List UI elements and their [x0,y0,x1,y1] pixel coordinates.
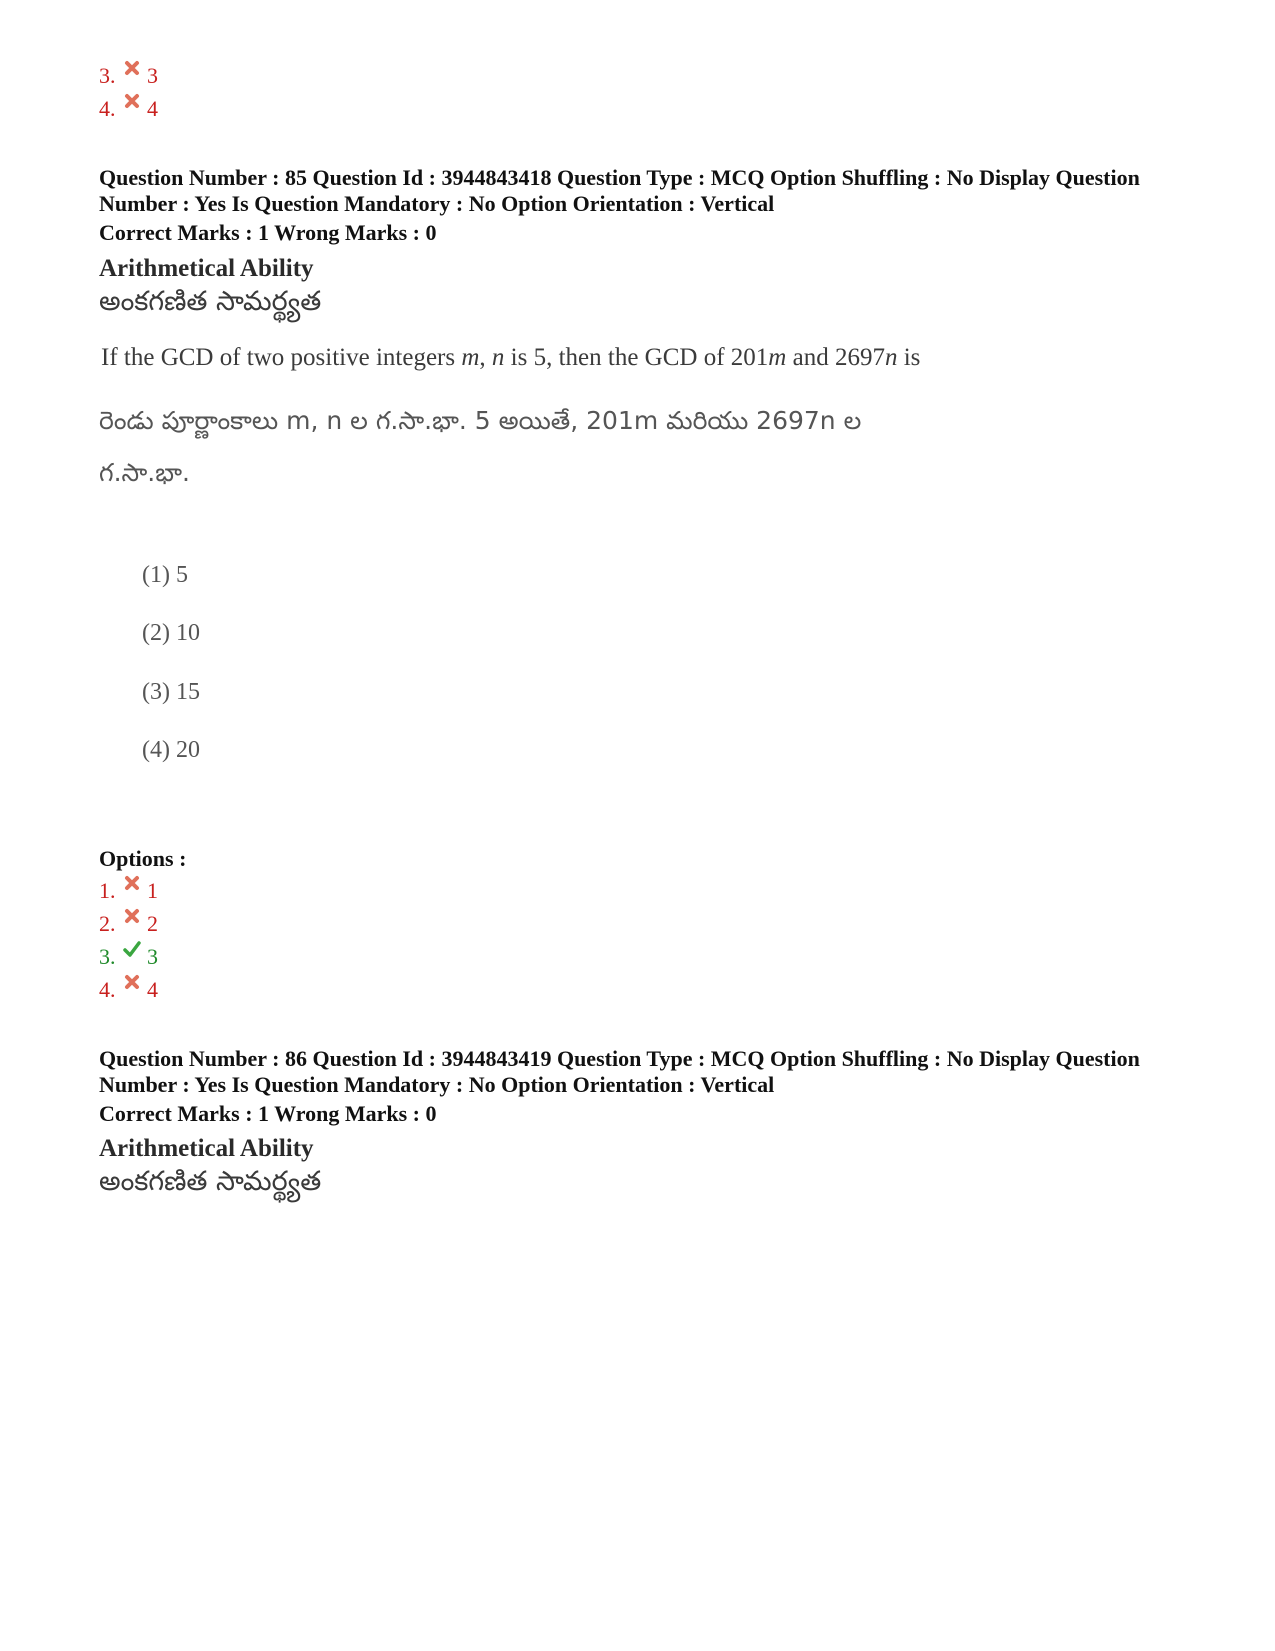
meta-line-1: Question Number : 85 Question Id : 3944843418 Question Type : MCQ Option Shuffling : No Display Question [99,165,1140,190]
meta-line-2: Number : Yes Is Question Mandatory : No Option Orientation : Vertical [99,1072,775,1097]
prev-option-3 [99,63,158,89]
question-85-meta [99,165,1209,217]
question-text-en [101,342,920,374]
question-text-part: , [479,344,492,371]
choice-3: (3) 15 [142,679,200,705]
variable-n: n [491,344,505,371]
option-value: 2 [147,911,158,936]
option-value: 3 [147,944,158,969]
option-number: 3. [99,944,116,969]
section-title-en: Arithmetical Ability [99,1135,314,1162]
section-title-te: అంకగణిత సామర్థ్యత [99,1166,322,1197]
question-text-te-line-2: గ.సా.భా. [99,458,190,487]
cross-icon [123,59,141,77]
option-1 [99,878,158,904]
option-number: 4. [99,96,116,121]
meta-line-1: Question Number : 86 Question Id : 3944843419 Question Type : MCQ Option Shuffling : No Display Question [99,1046,1140,1071]
option-number: 3. [99,63,116,88]
meta-line-2: Number : Yes Is Question Mandatory : No Option Orientation : Vertical [99,191,775,216]
cross-icon [123,907,141,925]
question-86-marks: Correct Marks : 1 Wrong Marks : 0 [99,1101,437,1126]
question-85-marks: Correct Marks : 1 Wrong Marks : 0 [99,220,437,245]
question-text-part: and 2697 [786,344,885,371]
option-number: 1. [99,878,116,903]
option-number: 4. [99,977,116,1002]
options-label: Options : [99,846,187,871]
cross-icon [123,92,141,110]
question-text-part: is [897,344,921,371]
option-number: 2. [99,911,116,936]
variable-n: n [884,344,898,371]
variable-m: m [461,344,480,371]
choice-4: (4) 20 [142,737,200,763]
option-value: 3 [147,63,158,88]
cross-icon [123,874,141,892]
question-text-te-line-1: రెండు పూర్ణాంకాలు m, n ల గ.సా.భా. 5 అయితే, 201m మరియు 2697n ల [99,406,862,435]
section-title-en: Arithmetical Ability [99,255,314,282]
prev-option-4 [99,96,158,122]
option-3 [99,944,158,970]
option-2 [99,911,158,937]
cross-icon [123,973,141,991]
option-4 [99,977,158,1003]
variable-m: m [768,344,787,371]
option-value: 4 [147,977,158,1002]
question-text-part: is 5, then the GCD of 201 [504,344,769,371]
question-text-part: If the GCD of two positive integers [101,344,462,371]
choice-2: (2) 10 [142,620,200,646]
question-86-meta [99,1046,1209,1098]
check-icon [123,940,141,958]
section-title-te: అంకగణిత సామర్థ్యత [99,286,322,317]
option-value: 1 [147,878,158,903]
option-value: 4 [147,96,158,121]
choice-1: (1) 5 [142,562,188,588]
